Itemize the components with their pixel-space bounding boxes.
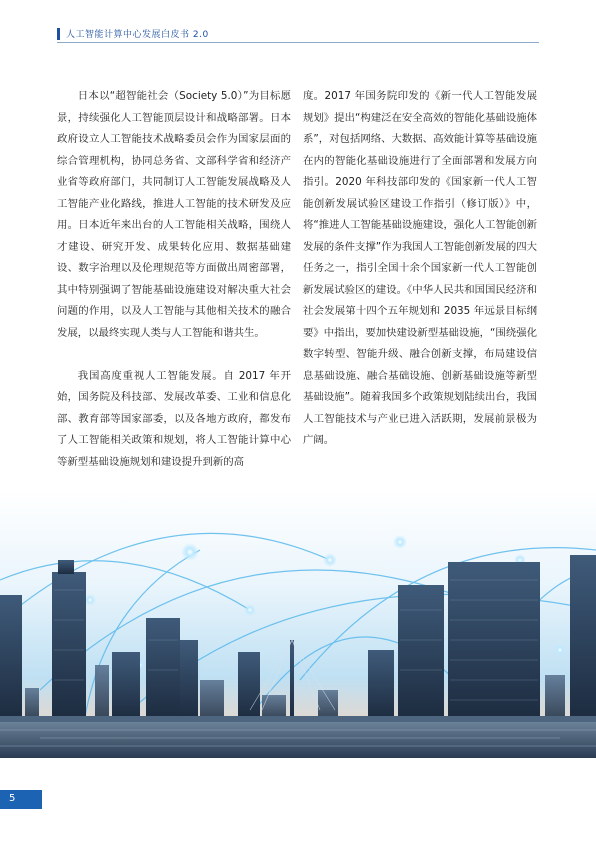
- paragraph-japan-strategy: 日本以“超智能社会（Society 5.0）”为目标愿景，持续强化人工智能顶层设计和战略部署。日本政府设立人工智能技术战略委员会作为国家层面的综合管理机构，协同总务省、文部科学省和经济产业省等政府部门，共同制订人工智能发展战略及人工智能产业化路线，推进人工智能的技术研发及应用。日本近年来出台的人工智能相关战略，围绕人才建设、研究开发、成果转化应用、数据基础建设、数字治理以及伦理规范等方面做出周密部署，其中特别强调了智能基础设施建设对解决重大社会问题的作用，以及人工智能与其他相关技术的融合发展，以最终实现人类与人工智能和谐共生。: [57, 90, 291, 339]
- header-accent-bar: [57, 28, 60, 40]
- page-number-badge: [0, 790, 42, 809]
- header-title: 人工智能计算中心发展白皮书 2.0: [66, 30, 209, 40]
- paragraph-china-policy-continued: 度。2017 年国务院印发的《新一代人工智能发展规划》提出“构建泛在安全高效的智能化基础设施体系”，对包括网络、大数据、高效能计算等基础设施在内的智能化基础设施进行了全面部署和发展方向指引。2020 年科技部印发的《国家新一代人工智能创新发展试验区建设工作指引（修订版）》中，将“推进人工智能基础设施建设，强化人工智能创新发展的条件支撑”作为我国人工智能创新发展的四大任务之一，指引全国十余个国家新一代人工智能创新发展试验区的建设。《中华人民共和国国民经济和社会发展第十四个五年规划和 2035 年远景目标纲要》中指出，要加快建设新型基础设施，“围绕强化数字转型、智能升级、融合创新支撑，布局建设信息基础设施、融合基础设施、创新基础设施等新型基础设施”。随着我国多个政策规划陆续出台，我国人工智能技术与产业已进入活跃期，发展前景极为广阔。: [303, 90, 537, 446]
- right-column: [303, 86, 537, 473]
- left-column: [57, 86, 291, 473]
- running-header: [57, 26, 539, 43]
- city-network-illustration: [0, 490, 596, 758]
- page-number: 5: [9, 793, 16, 804]
- paragraph-china-policy: 我国高度重视人工智能发展。自 2017 年开始，国务院及科技部、发展改革委、工业和信息化部、教育部等国家部委，以及各地方政府，都发布了人工智能相关政策和规划，将人工智能计算中心等新型基础设施规划和建设提升到新的高: [57, 369, 291, 468]
